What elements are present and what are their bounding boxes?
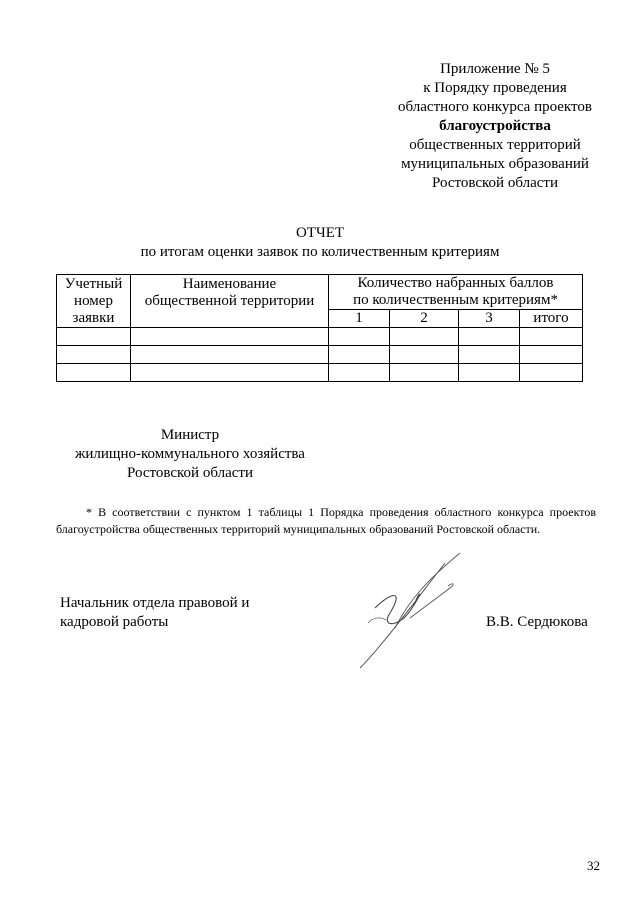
appendix-line: Ростовской области [432,175,558,191]
appendix-line: общественных территорий [409,137,581,153]
report-title-block [0,224,640,262]
header-criterion-1: 1 [329,310,390,328]
appendix-line: Приложение № 5 [440,61,550,77]
page-number: 32 [587,858,600,873]
appendix-line: благоустройства [439,118,551,134]
table-row [57,346,583,364]
appendix-line: муниципальных образований [401,156,589,172]
header-criterion-2: 2 [390,310,459,328]
report-subtitle: по итогам оценки заявок по количественным критериям [140,244,500,260]
header-account-number: Учетный номер заявки [57,275,131,328]
report-title: ОТЧЕТ [295,225,345,241]
handwritten-signature [350,548,480,678]
appendix-line: к Порядку проведения [423,80,567,96]
header-score-group: Количество набранных баллов по количественным критериям* [329,275,583,310]
signatory-position [60,594,320,632]
minister-line: жилищно-коммунального хозяйства [75,446,305,462]
signatory-name: В.В. Сердюкова [486,614,588,630]
position-line: кадровой работы [60,614,169,630]
position-line: Начальник отдела правовой и [60,595,250,611]
minister-line: Ростовской области [127,465,253,481]
header-total: итого [520,310,583,328]
minister-block [60,426,320,483]
footnote: * В соответствии с пунктом 1 таблицы 1 Порядка проведения областного конкурса проектов благоустройства общественных территорий муниципальных образований Ростовской области. [56,505,596,536]
appendix-line: областного конкурса проектов [398,99,592,115]
header-criterion-3: 3 [459,310,520,328]
table-row [57,328,583,346]
report-table [56,274,583,382]
minister-line: Министр [160,427,220,443]
appendix-header [370,60,620,193]
table-row [57,364,583,382]
header-territory-name: Наименование общественной территории [131,275,329,328]
